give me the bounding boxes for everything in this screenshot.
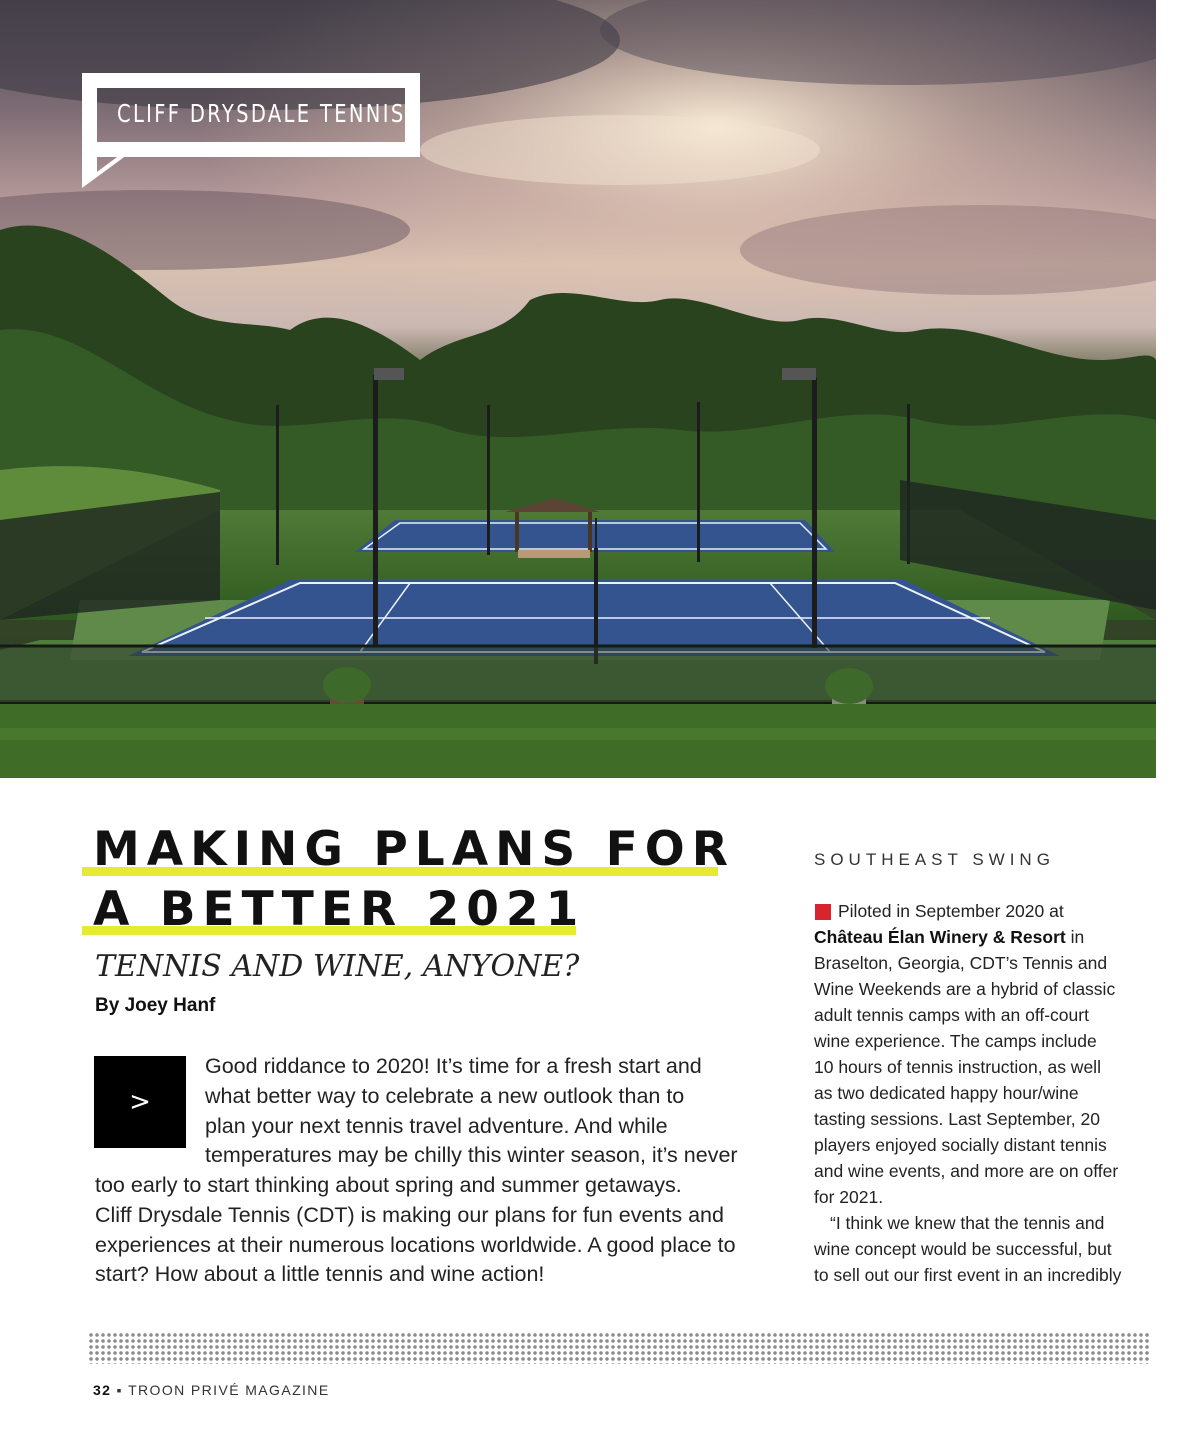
folio-separator: ▪ [116,1382,124,1398]
sidebar-line: to sell out our first event in an incredibly [814,1265,1122,1285]
body-line: too early to start thinking about spring and summer getaways. [95,1173,682,1197]
body-line: experiences at their numerous locations worldwide. A good place to [95,1233,736,1257]
sidebar-line: for 2021. [814,1187,884,1207]
sidebar-line: Wine Weekends are a hybrid of classic [814,979,1116,999]
venue-name: Château Élan Winery & Resort [814,927,1066,947]
publication-name: TROON PRIVÉ MAGAZINE [128,1382,330,1398]
speech-pointer-icon [82,142,142,188]
sidebar-line: and wine events, and more are on offer [814,1161,1119,1181]
body-line: Good riddance to 2020! It’s time for a fresh start and [205,1054,702,1078]
body-line: plan your next tennis travel adventure. And while [205,1114,668,1138]
sidebar-line: adult tennis camps with an off-court [814,1005,1089,1025]
arrow-icon [94,1056,186,1148]
article-byline: By Joey Hanf [95,995,216,1016]
section-badge [82,73,420,157]
body-line: what better way to celebrate a new outlook than to [205,1084,685,1108]
headline-line-2: A BETTER 2021 [93,882,586,937]
badge-label: CLIFF DRYSDALE TENNIS [117,99,406,128]
sidebar-line: Piloted in September 2020 at [838,901,1064,921]
sidebar-line: Braselton, Georgia, CDT’s Tennis and [814,953,1108,973]
dotted-divider [88,1332,1150,1364]
headline-line-1: MAKING PLANS FOR [93,822,735,877]
body-line: temperatures may be chilly this winter season, it’s never [205,1143,738,1167]
sidebar-line: wine concept would be successful, but [814,1239,1112,1259]
sidebar-line [814,929,1084,947]
sidebar-line: players enjoyed socially distant tennis [814,1135,1107,1155]
red-square-icon [815,904,831,920]
sidebar-line: tasting sessions. Last September, 20 [814,1109,1100,1129]
sidebar-line: “I think we knew that the tennis and [830,1213,1105,1233]
article-dek: TENNIS AND WINE, ANYONE? [95,949,580,984]
body-line: start? How about a little tennis and wine action! [95,1262,545,1286]
arrow-glyph: > [129,1087,151,1117]
sidebar-line: wine experience. The camps include [814,1031,1097,1051]
sidebar-line-tail: in [1065,927,1085,947]
body-line: Cliff Drysdale Tennis (CDT) is making our plans for fun events and [95,1203,724,1227]
sidebar-line: 10 hours of tennis instruction, as well [814,1057,1101,1077]
page-folio [93,1382,330,1398]
sidebar-heading: SOUTHEAST SWING [814,850,1055,869]
sidebar-line: as two dedicated happy hour/wine [814,1083,1079,1103]
page-number: 32 [93,1382,112,1398]
